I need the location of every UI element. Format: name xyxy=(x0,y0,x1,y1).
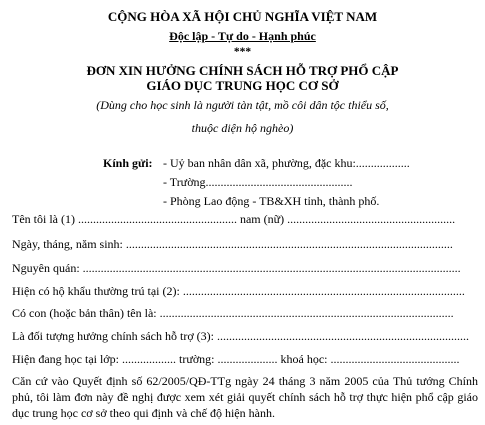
motto-text: Độc lập - Tự do - Hạnh phúc xyxy=(169,29,316,43)
field-name: Tên tôi là (1) ..................................................... nam (nữ) ........................................................ xyxy=(12,212,456,226)
motto xyxy=(0,29,485,44)
stars-separator: *** xyxy=(233,46,252,58)
recipient-item: - Uỷ ban nhân dân xã, phường, đặc khu:.................. xyxy=(163,156,410,170)
field-residence: Hiện có hộ khẩu thường trú tại (2): .............................................................................................. xyxy=(12,284,465,298)
field-child-name: Có con (hoặc bản thân) tên là: .................................................................................................. xyxy=(12,306,454,320)
field-birthdate: Ngày, tháng, năm sinh: ............................................................................................................. xyxy=(12,237,453,251)
field-school-info: Hiện đang học tại lớp: .................. trường: .................... khoá học: ........................................... xyxy=(12,352,460,366)
form-note-line1: (Dùng cho học sinh là người tàn tật, mồ côi dân tộc thiểu số, xyxy=(96,98,389,112)
recipient-item: - Phòng Lao động - TB&XH tỉnh, thành phố. xyxy=(163,194,380,208)
field-policy-group: Là đối tượng hưởng chính sách hỗ trợ (3): .................................................................................... xyxy=(12,329,470,343)
recipients-label: Kính gửi: xyxy=(103,156,153,170)
legal-basis-paragraph: Căn cứ vào Quyết định số 62/2005/QĐ-TTg ngày 24 tháng 3 năm 2005 của Thủ tướng Chính phủ, tôi làm đơn này đề nghị được xem xét giải quyết chính sách hỗ trợ thực hiện phổ cập giáo dục trung học cơ sở theo qui định và chế độ hiện hành. xyxy=(12,374,478,420)
form-title-line2: GIÁO DỤC TRUNG HỌC CƠ SỞ xyxy=(146,78,339,93)
nation-heading: CỘNG HÒA XÃ HỘI CHỦ NGHĨA VIỆT NAM xyxy=(107,9,378,24)
recipient-item: - Trường................................................. xyxy=(163,175,353,189)
field-hometown: Nguyên quán: .............................................................................................................................. xyxy=(12,261,461,275)
form-note-line2: thuộc diện hộ nghèo) xyxy=(191,121,294,135)
form-title-line1: ĐƠN XIN HƯỞNG CHÍNH SÁCH HỖ TRỢ PHỔ CẬP xyxy=(86,63,399,78)
